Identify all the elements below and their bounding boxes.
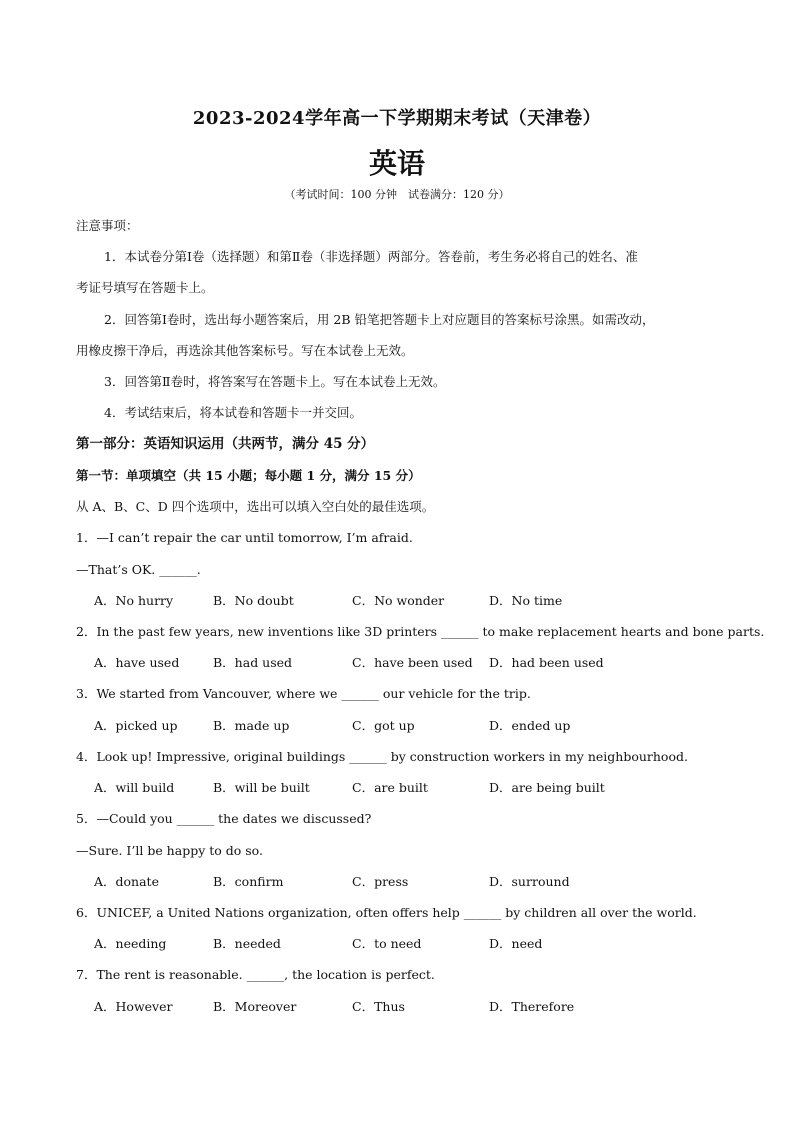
notice-item-3: 3．回答第Ⅱ卷时，将答案写在答题卡上。写在本试卷上无效。 (104, 374, 446, 389)
option-c: C．got up (352, 718, 415, 733)
exam-subject: 英语 (368, 147, 425, 180)
option-c: C．to need (352, 936, 422, 951)
option-a: A．picked up (94, 718, 178, 733)
question-4-stem: 4．Look up! Impressive, original buildings ______ by construction workers in my neighbourhood. (76, 749, 688, 764)
option-d: D．No time (489, 593, 563, 608)
option-a: A．needing (94, 936, 167, 951)
option-d: D．are being built (489, 780, 605, 795)
option-c: C．have been used (352, 655, 473, 670)
notice-heading: 注意事项： (76, 218, 139, 233)
option-d: D．Therefore (489, 999, 575, 1014)
option-d: D．had been used (489, 655, 604, 670)
option-a: A．However (94, 999, 173, 1014)
question-1-stem-2: —That’s OK. ______. (76, 562, 201, 577)
option-b: B．Moreover (213, 999, 297, 1014)
option-b: B．had used (213, 655, 293, 670)
option-a: A．have used (94, 655, 180, 670)
notice-item-4: 4．考试结束后，将本试卷和答题卡一并交回。 (104, 405, 362, 420)
question-5-stem: 5．—Could you ______ the dates we discussed? (76, 811, 372, 826)
notice-item-1: 1．本试卷分第Ⅰ卷（选择题）和第Ⅱ卷（非选择题）两部分。答卷前，考生务必将自己的姓名、准 (104, 249, 638, 264)
option-b: B．confirm (213, 874, 284, 889)
part1-heading: 第一部分：英语知识运用（共两节，满分 45 分） (76, 436, 375, 452)
notice-item-1-cont: 考证号填写在答题卡上。 (76, 280, 214, 295)
section1-heading: 第一节：单项填空（共 15 小题；每小题 1 分，满分 15 分） (76, 468, 421, 483)
exam-title: 2023-2024学年高一下学期期末考试（天津卷） (192, 108, 602, 129)
option-c: C．are built (352, 780, 428, 795)
option-c: C．Thus (352, 999, 405, 1014)
question-7-stem: 7．The rent is reasonable. ______, the location is perfect. (76, 967, 435, 982)
question-5-stem-2: —Sure. I’ll be happy to do so. (76, 843, 263, 858)
section1-instruction: 从 A、B、C、D 四个选项中，选出可以填入空白处的最佳选项。 (76, 499, 435, 514)
question-6-stem: 6．UNICEF, a United Nations organization, often offers help ______ by children all over the world. (76, 905, 697, 920)
exam-info: （考试时间：100 分钟 试卷满分：120 分） (284, 188, 510, 201)
question-1-stem: 1．—I can’t repair the car until tomorrow, I’m afraid. (76, 530, 413, 545)
option-b: B．needed (213, 936, 281, 951)
option-d: D．ended up (489, 718, 571, 733)
option-a: A．will build (94, 780, 175, 795)
notice-item-2: 2．回答第Ⅰ卷时，选出每小题答案后，用 2B 铅笔把答题卡上对应题目的答案标号涂黑。如需改动， (104, 312, 655, 327)
option-c: C．No wonder (352, 593, 445, 608)
question-2-stem: 2．In the past few years, new inventions like 3D printers ______ to make replacement hearts and bone parts. (76, 624, 765, 639)
notice-item-2-cont: 用橡皮擦干净后，再选涂其他答案标号。写在本试卷上无效。 (76, 343, 414, 358)
option-d: D．need (489, 936, 543, 951)
option-b: B．made up (213, 718, 290, 733)
option-d: D．surround (489, 874, 570, 889)
option-a: A．No hurry (94, 593, 174, 608)
question-3-stem: 3．We started from Vancouver, where we ______ our vehicle for the trip. (76, 686, 531, 701)
option-b: B．will be built (213, 780, 310, 795)
option-a: A．donate (94, 874, 159, 889)
option-b: B．No doubt (213, 593, 294, 608)
option-c: C．press (352, 874, 409, 889)
